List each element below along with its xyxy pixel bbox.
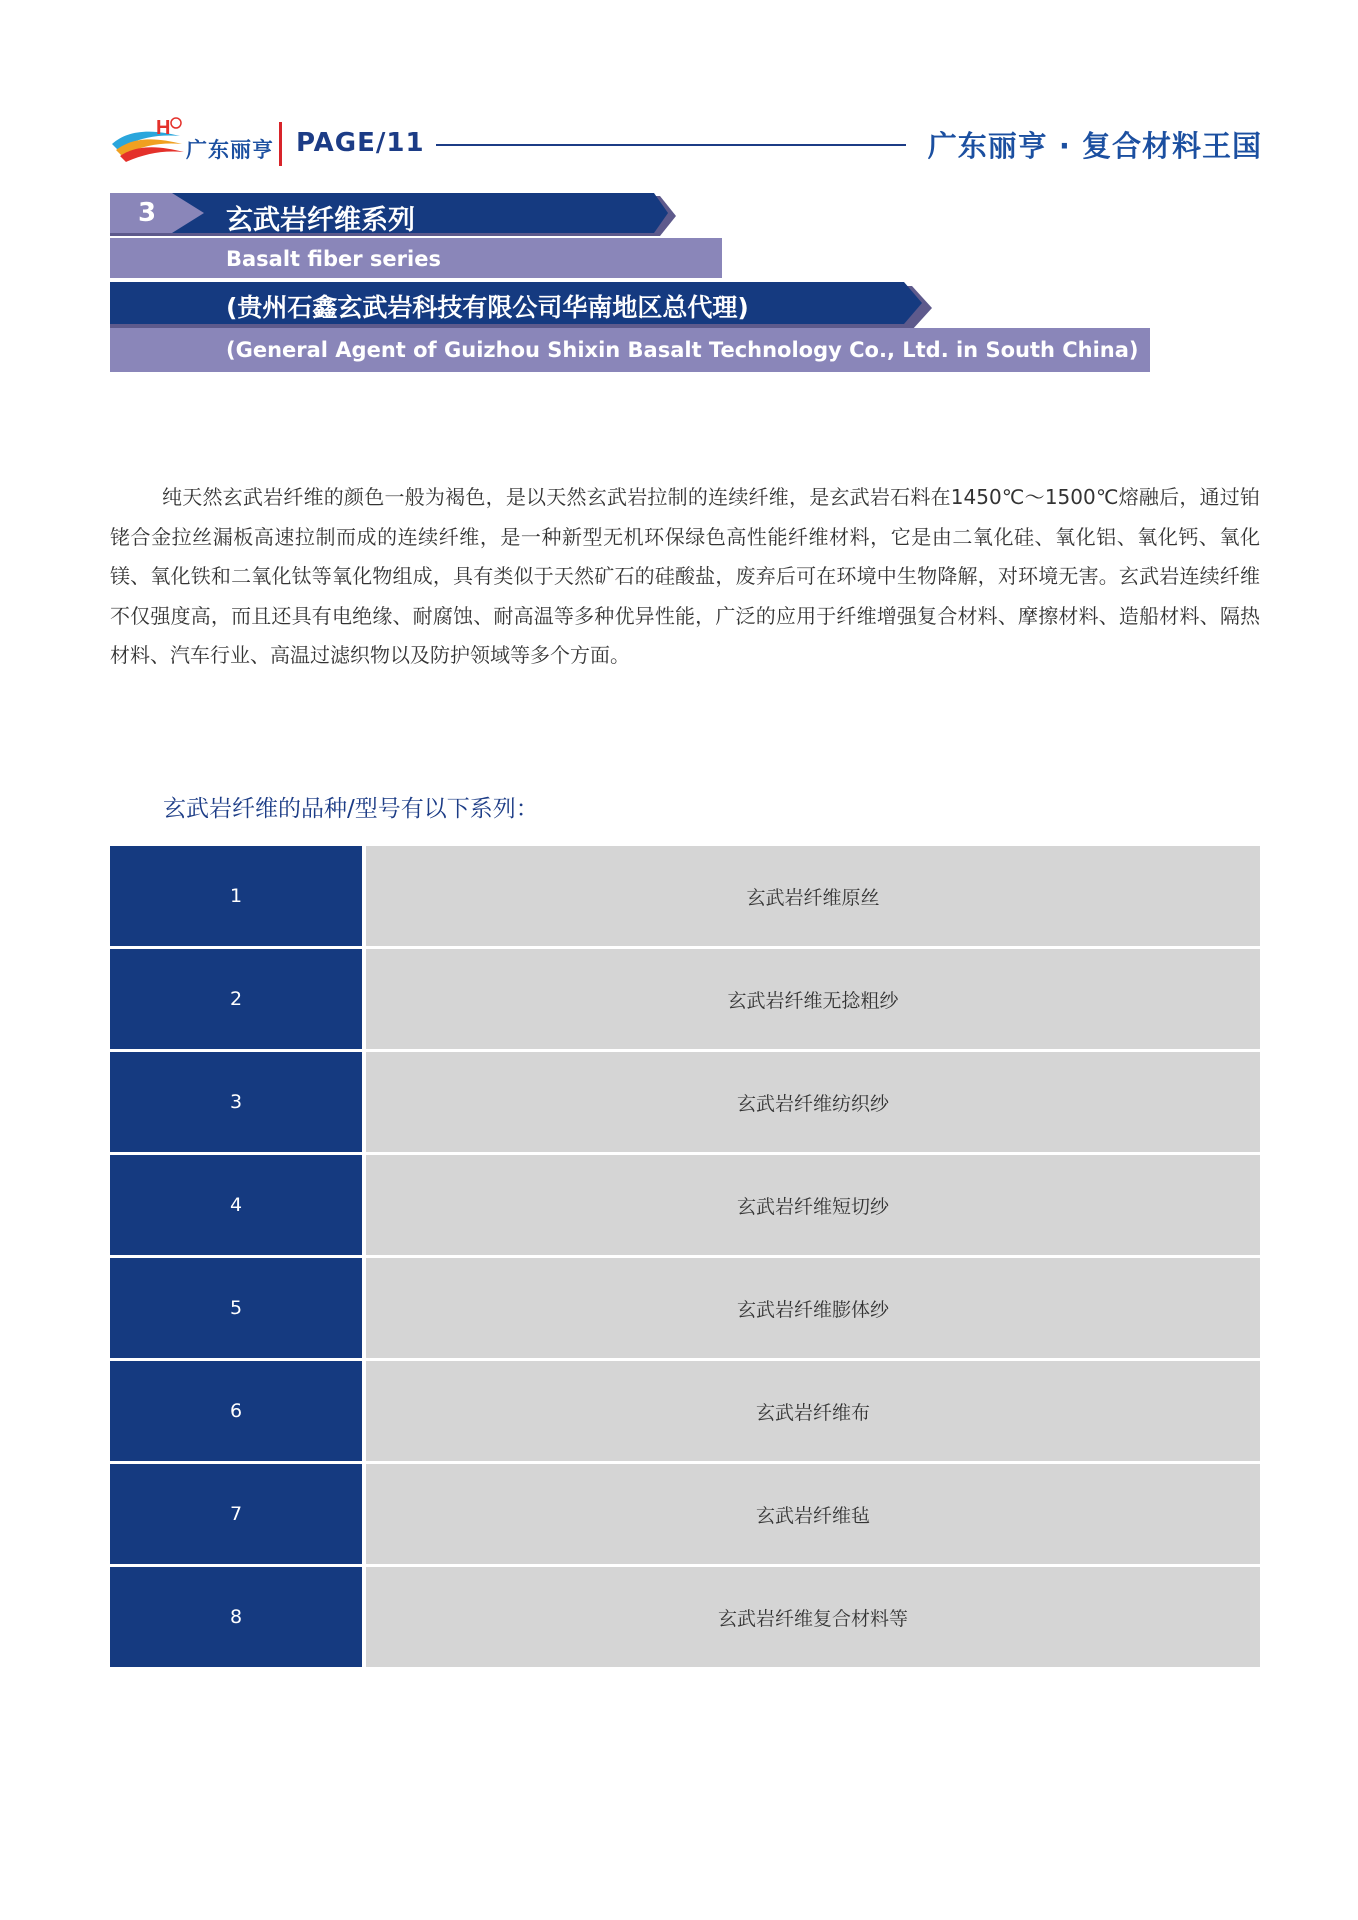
table-row	[110, 1155, 1260, 1255]
page-number: PAGE/11	[296, 128, 425, 158]
page-header	[0, 0, 1358, 180]
product-name: 玄武岩纤维无捻粗纱	[366, 949, 1260, 1049]
product-name: 玄武岩纤维布	[366, 1361, 1260, 1461]
product-name: 玄武岩纤维短切纱	[366, 1155, 1260, 1255]
row-number: 4	[110, 1155, 362, 1255]
table-row	[110, 1464, 1260, 1564]
section-title-en: Basalt fiber series	[226, 247, 441, 271]
logo-text: 广东丽亨	[186, 138, 274, 162]
table-row	[110, 846, 1260, 946]
brand-logo	[110, 114, 280, 174]
section-title-cn: 玄武岩纤维系列	[226, 205, 415, 236]
row-number: 6	[110, 1361, 362, 1461]
product-name: 玄武岩纤维毡	[366, 1464, 1260, 1564]
section-number: 3	[138, 198, 157, 228]
row-number: 5	[110, 1258, 362, 1358]
svg-text:H: H	[156, 117, 171, 139]
table-row	[110, 1052, 1260, 1152]
row-number: 1	[110, 846, 362, 946]
agent-title-cn: (贵州石鑫玄武岩科技有限公司华南地区总代理)	[226, 293, 749, 322]
brand-title: 广东丽亨 · 复合材料王国	[927, 129, 1262, 163]
row-number: 7	[110, 1464, 362, 1564]
table-row	[110, 1567, 1260, 1667]
product-name: 玄武岩纤维膨体纱	[366, 1258, 1260, 1358]
table-row	[110, 1258, 1260, 1358]
header-rule	[436, 144, 906, 146]
table-row	[110, 1361, 1260, 1461]
section-banner	[0, 190, 1358, 380]
row-number: 3	[110, 1052, 362, 1152]
table-row	[110, 949, 1260, 1049]
header-divider	[279, 122, 282, 166]
intro-paragraph: 纯天然玄武岩纤维的颜色一般为褐色，是以天然玄武岩拉制的连续纤维，是玄武岩石料在1450℃～1500℃熔融后，通过铂铑合金拉丝漏板高速拉制而成的连续纤维，是一种新型无机环保绿色高性能纤维材料，它是由二氧化硅、氧化铝、氧化钙、氧化镁、氧化铁和二氧化钛等氧化物组成，具有类似于天然矿石的硅酸盐，废弃后可在环境中生物降解，对环境无害。玄武岩连续纤维不仅强度高，而且还具有电绝缘、耐腐蚀、耐高温等多种优异性能，广泛的应用于纤维增强复合材料、摩擦材料、造船材料、隔热材料、汽车行业、高温过滤织物以及防护领域等多个方面。	[110, 485, 1260, 667]
product-name: 玄武岩纤维纺织纱	[366, 1052, 1260, 1152]
row-number: 2	[110, 949, 362, 1049]
product-name: 玄武岩纤维复合材料等	[366, 1567, 1260, 1667]
logo-swoosh-icon	[110, 114, 190, 170]
product-list-heading: 玄武岩纤维的品种/型号有以下系列：	[163, 796, 539, 822]
row-number: 8	[110, 1567, 362, 1667]
agent-title-en: (General Agent of Guizhou Shixin Basalt Technology Co., Ltd. in South China)	[226, 338, 1139, 362]
product-name: 玄武岩纤维原丝	[366, 846, 1260, 946]
